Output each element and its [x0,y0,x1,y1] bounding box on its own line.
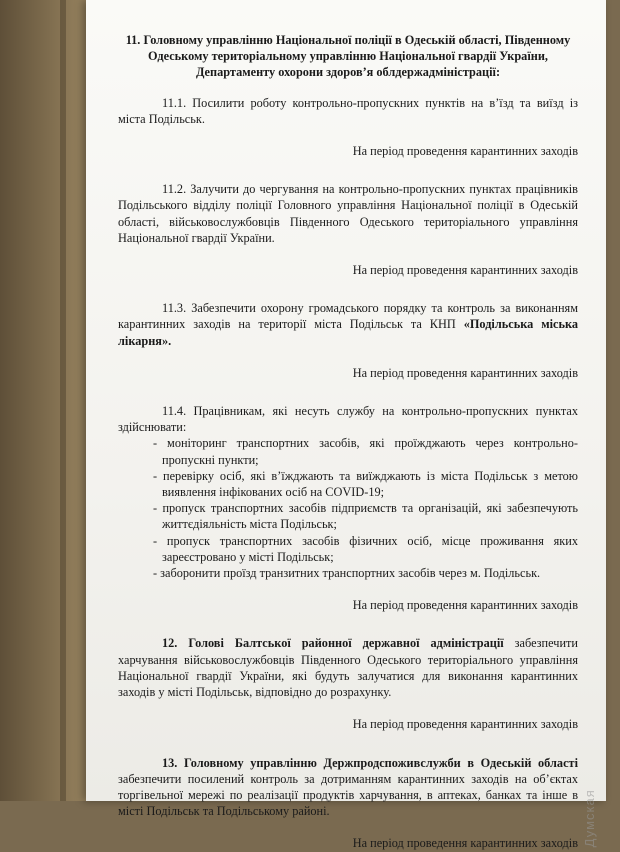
list-item-1: - моніторинг транспортних засобів, які проїжджають через контрольно-пропускні пункти; [153,436,578,467]
term-note-13: На період проведення карантинних заходів [352,836,578,851]
paragraph-11-1: 11.1. Посилити роботу контрольно-пропускних пунктів на в’їзд та виїзд із міста Подільськ. [118,95,578,126]
list-item-2: - перевірку осіб, які в’їжджають та виїжджають із міста Подільськ з метою виявлення інфікованих осіб на COVID-19; [153,468,578,500]
list-item-5: - заборонити проїзд транзитних транспортних засобів через м. Подільськ. [153,566,541,581]
paragraph-13 [118,755,578,820]
term-note-11-3: На період проведення карантинних заходів [352,365,578,380]
section-11-heading: 11. Головному управлінню Національної поліції в Одеській області, Південному Одеському територіальному управлінню Національної гвардії України, Департаменту охорони здоров’я облдержадміністрації: [125,33,571,80]
term-note-11-1: На період проведення карантинних заходів [352,144,578,159]
hospital-name: «Подільська міська лікарня». [118,317,578,348]
paragraph-12-text: забезпечити харчування військовослужбовців Південного Одеського територіального управління Національної гвардії України, які будуть залучатися для виконання карантинних заходів у місті Подільськ, відповідно до розрахунку. [118,636,578,700]
paragraph-11-4: 11.4. Працівникам, які несуть службу на контрольно-пропускних пунктах здійснювати: [118,404,578,435]
document-content [118,32,578,852]
watermark: Думская [581,789,597,848]
term-note-12: На період проведення карантинних заходів [352,717,578,732]
paragraph-11-3-text: 11.3. Забезпечити охорону громадського порядку та контроль за виконанням карантинних заходів на території міста Подільськ та КНП [118,301,578,332]
document-page [86,0,606,851]
paragraph-12 [118,635,578,700]
list-item-3: - пропуск транспортних засобів підприємств та організацій, які забезпечують життєдіяльність міста Подільськ; [153,501,578,532]
paragraph-12-addressee: 12. Голові Балтської районної державної адміністрації [162,636,504,651]
paragraph-11-3 [118,300,578,349]
folder-edge [60,0,66,801]
paragraph-13-text: забезпечити посилений контроль за дотриманням карантинних заходів на об’єктах торгівельної мережі по реалізації продуктів харчування, в аптеках, банках та інше в місті Подільськ та Подільському районі. [118,771,578,819]
term-note-11-2: На період проведення карантинних заходів [352,263,578,278]
paragraph-13-addressee: 13. Головному управлінню Держпродспоживслужби в Одеській області [162,755,578,770]
term-note-11-4: На період проведення карантинних заходів [352,598,578,613]
paragraph-11-2: 11.2. Залучити до чергування на контрольно-пропускних пунктах працівників Подільського відділу поліції Головного управління Національної поліції в Одеській області, військовослужбовців Південного Одеського територіального управління Національної гвардії України. [118,182,578,245]
list-item-4: - пропуск транспортних засобів фізичних осіб, місце проживання яких зареєстровано у місті Подільськ; [153,533,578,564]
